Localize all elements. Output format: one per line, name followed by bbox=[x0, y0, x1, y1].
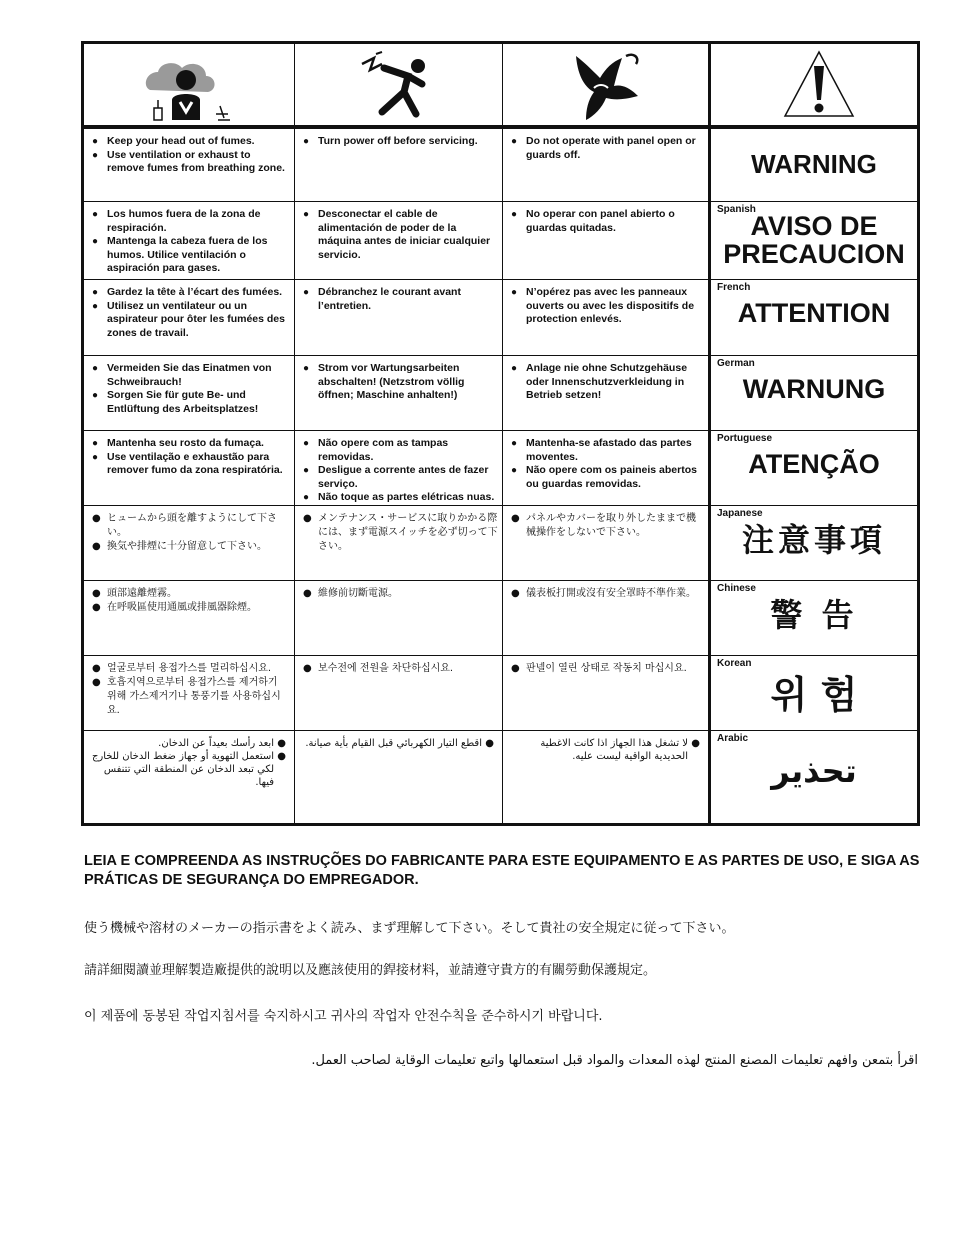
korean-note: 이 제품에 동봉된 작업지침서를 숙지하시고 귀사의 작업자 안전수칙을 준수하시기 바랍니다. bbox=[84, 1009, 603, 1024]
bullet-list bbox=[90, 286, 290, 340]
bullet-list bbox=[509, 135, 704, 162]
bullet-list bbox=[509, 737, 700, 763]
chinese-note: 請詳細閱讀並理解製造廠提供的說明以及應該使用的銲接材料，並請遵守貴方的有關勞動保護規定。 bbox=[84, 963, 657, 978]
japanese-note: 使う機械や溶材のメーカーの指示書をよく読み、まず理解して下さい。そして貴社の安全規定に従って下さい。 bbox=[84, 921, 735, 936]
fumes-instructions-cell bbox=[84, 431, 294, 505]
fumes-instructions-cell bbox=[84, 656, 294, 730]
power-instructions-cell bbox=[295, 280, 502, 355]
panel-instructions-cell bbox=[503, 581, 708, 655]
panel-instructions-cell bbox=[503, 356, 708, 430]
warning-word: ATENÇÃO bbox=[748, 449, 880, 479]
language-label: Korean bbox=[717, 658, 752, 669]
bullet-list bbox=[509, 662, 704, 676]
bullet-item: ● Keep your head out of fumes. bbox=[90, 135, 290, 149]
warning-table bbox=[81, 41, 920, 826]
language-label: Spanish bbox=[717, 204, 756, 215]
bullet-list bbox=[90, 737, 286, 789]
fumes-instructions-cell bbox=[84, 129, 294, 201]
power-instructions-cell bbox=[295, 431, 502, 505]
bullet-item: ● 頭部遠離煙霧。 bbox=[90, 587, 290, 601]
bullet-list bbox=[90, 437, 290, 478]
bullet-item: ● 얼굴로부터 용접가스를 멀리하십시요. bbox=[90, 662, 290, 676]
warning-word: WARNING bbox=[751, 149, 877, 179]
language-label: Japanese bbox=[717, 508, 763, 519]
bullet-list bbox=[509, 437, 704, 491]
bullet-list bbox=[301, 737, 494, 750]
warning-word-cell bbox=[711, 581, 917, 655]
bullet-item: ● 판넬이 열린 상태로 작동치 마십시요. bbox=[509, 662, 704, 676]
bullet-list bbox=[509, 208, 704, 235]
warning-word: WARNUNG bbox=[742, 374, 886, 404]
bullet-item: ● パネルやカバーを取り外したままで機械操作をしないで下さい。 bbox=[509, 512, 704, 540]
bullet-list bbox=[301, 135, 498, 149]
bullet-list bbox=[90, 135, 290, 176]
bullet-item: ● استعمل التهوية أو جهاز ضغط الدخان للخارج لكي تبعد الدخان عن المنطقة التي تتنفس فيها. bbox=[90, 750, 286, 789]
bullet-list bbox=[509, 286, 704, 327]
warning-word-cell bbox=[711, 656, 917, 730]
bullet-item: ● 호흡지역으로부터 용접가스를 제거하기 위해 가스제거기나 통풍기를 사용하십시요. bbox=[90, 676, 290, 718]
bullet-item: ● Anlage nie ohne Schutzgehäuse oder Innenschutzverkleidung in Betrieb setzen! bbox=[509, 362, 704, 403]
bullet-item: ● Strom vor Wartungsarbeiten abschalten! (Netzstrom völlig öffnen; Maschine anhalten!) bbox=[301, 362, 498, 403]
bullet-item: ● 在呼吸區使用通風或排風器除煙。 bbox=[90, 601, 290, 615]
bullet-list bbox=[90, 512, 290, 554]
bullet-item: ● Do not operate with panel open or guards off. bbox=[509, 135, 704, 162]
bullet-list bbox=[301, 286, 498, 313]
bullet-item: ● Turn power off before servicing. bbox=[301, 135, 498, 149]
power-instructions-cell bbox=[295, 731, 502, 826]
bullet-item: ● Não toque as partes elétricas nuas. bbox=[301, 491, 498, 505]
panel-instructions-cell bbox=[503, 129, 708, 201]
bullet-item: ● Use ventilação e exhaustão para remover fumo da zona respiratória. bbox=[90, 451, 290, 478]
bullet-item: ● Mantenha-se afastado das partes moventes. bbox=[509, 437, 704, 464]
warning-word-cell bbox=[711, 202, 917, 279]
language-label: Portuguese bbox=[717, 433, 773, 444]
bullet-item: ● 換気や排煙に十分留意して下さい。 bbox=[90, 540, 290, 554]
bullet-list bbox=[301, 662, 498, 676]
fumes-instructions-cell bbox=[84, 731, 294, 826]
warning-word-cell bbox=[711, 280, 917, 355]
bullet-item: ● لا تشغل هذا الجهاز اذا كانت الاغطية الحديدية الواقية ليست عليه. bbox=[509, 737, 700, 763]
warning-triangle-icon bbox=[783, 50, 855, 118]
fumes-instructions-cell bbox=[84, 280, 294, 355]
language-label: French bbox=[717, 282, 751, 293]
bullet-item: ● Mantenha seu rosto da fumaça. bbox=[90, 437, 290, 451]
bullet-list bbox=[301, 362, 498, 403]
warning-word: 위 험 bbox=[770, 673, 858, 717]
bullet-list bbox=[90, 662, 290, 718]
moving-parts-icon bbox=[564, 48, 654, 124]
bullet-item: ● Use ventilation or exhaust to remove fumes from breathing zone. bbox=[90, 149, 290, 176]
bullet-list bbox=[90, 362, 290, 416]
warning-word: ATTENTION bbox=[737, 298, 891, 328]
bullet-item: ● ヒュームから頭を離すようにして下さい。 bbox=[90, 512, 290, 540]
electric-shock-icon bbox=[356, 50, 446, 122]
bullet-item: ● Utilisez un ventilateur ou un aspirateur pour ôter les fumées des zones de travail. bbox=[90, 300, 290, 341]
bullet-list bbox=[301, 587, 498, 601]
panel-instructions-cell bbox=[503, 656, 708, 730]
warning-word-cell bbox=[711, 506, 917, 580]
power-instructions-cell bbox=[295, 506, 502, 580]
warning-word: AVISO DE PRECAUCION bbox=[723, 211, 905, 269]
bullet-list bbox=[90, 587, 290, 615]
language-label: German bbox=[717, 358, 755, 369]
warning-word: 注意事項 bbox=[741, 521, 886, 559]
language-label: Arabic bbox=[717, 733, 749, 744]
bullet-item: ● اقطع التيار الكهربائي قبل القيام بأية صيانة. bbox=[301, 737, 494, 750]
arabic-note: اقرأ بتمعن وافهم تعليمات المصنع المنتج لهذه المعدات والمواد قبل استعمالها واتبع تعليمات الوقاية لصاحب العمل. bbox=[311, 1053, 918, 1068]
panel-instructions-cell bbox=[503, 431, 708, 505]
bullet-list bbox=[509, 512, 704, 540]
fumes-instructions-cell bbox=[84, 581, 294, 655]
bullet-list bbox=[301, 512, 498, 554]
bullet-list bbox=[509, 362, 704, 403]
panel-instructions-cell bbox=[503, 506, 708, 580]
bullet-list bbox=[301, 437, 498, 505]
bullet-item: ● Gardez la tête à l’écart des fumées. bbox=[90, 286, 290, 300]
panel-instructions-cell bbox=[503, 731, 708, 826]
bullet-item: ● Los humos fuera de la zona de respiración. bbox=[90, 208, 290, 235]
language-label: Chinese bbox=[717, 583, 756, 594]
power-instructions-cell bbox=[295, 202, 502, 279]
warning-word-cell bbox=[711, 431, 917, 505]
power-instructions-cell bbox=[295, 129, 502, 201]
fumes-icon bbox=[136, 50, 246, 122]
panel-instructions-cell bbox=[503, 202, 708, 279]
bullet-item: ● No operar con panel abierto o guardas quitadas. bbox=[509, 208, 704, 235]
bullet-list bbox=[509, 587, 704, 601]
bullet-item: ● 儀表板打開或沒有安全罩時不準作業。 bbox=[509, 587, 704, 601]
bullet-list bbox=[90, 208, 290, 276]
bullet-item: ● Vermeiden Sie das Einatmen von Schweibrauch! bbox=[90, 362, 290, 389]
warning-word-cell bbox=[711, 129, 917, 201]
power-instructions-cell bbox=[295, 656, 502, 730]
bullet-item: ● Mantenga la cabeza fuera de los humos. Utilice ventilación o aspiración para gases. bbox=[90, 235, 290, 276]
portuguese-note: LEIA E COMPREENDA AS INSTRUÇÕES DO FABRICANTE PARA ESTE EQUIPAMENTO E AS PARTES DE USO, E SIGA AS PRÁTICAS DE SEGURANÇA DO EMPREGADOR. bbox=[84, 853, 920, 888]
panel-instructions-cell bbox=[503, 280, 708, 355]
bullet-item: ● Desconectar el cable de alimentación de poder de la máquina antes de iniciar cualquier servicio. bbox=[301, 208, 498, 262]
bullet-item: ● N’opérez pas avec les panneaux ouverts ou avec les dispositifs de protection enlevés. bbox=[509, 286, 704, 327]
warning-word-cell bbox=[711, 356, 917, 430]
bullet-item: ● メンテナンス・サービスに取りかかる際には、まず電源スイッチを必ず切って下さい。 bbox=[301, 512, 498, 554]
fumes-instructions-cell bbox=[84, 356, 294, 430]
warning-word: 警 告 bbox=[770, 596, 858, 634]
power-instructions-cell bbox=[295, 356, 502, 430]
bullet-item: ● 維修前切斷電源。 bbox=[301, 587, 498, 601]
bullet-item: ● Desligue a corrente antes de fazer serviço. bbox=[301, 464, 498, 491]
bullet-item: ● Não opere com as tampas removidas. bbox=[301, 437, 498, 464]
warning-word-cell bbox=[711, 731, 917, 826]
fumes-instructions-cell bbox=[84, 506, 294, 580]
bullet-list bbox=[301, 208, 498, 262]
bullet-item: ● 보수전에 전원을 차단하십시요. bbox=[301, 662, 498, 676]
fumes-instructions-cell bbox=[84, 202, 294, 279]
bullet-item: ● Débranchez le courant avant l’entretien. bbox=[301, 286, 498, 313]
warning-word: تحذير bbox=[771, 752, 857, 790]
bullet-item: ● ابعد رأسك بعيداً عن الدخان. bbox=[90, 737, 286, 750]
bullet-item: ● Não opere com os paineis abertos ou guardas removidas. bbox=[509, 464, 704, 491]
bullet-item: ● Sorgen Sie für gute Be- und Entlüftung des Arbeitsplatzes! bbox=[90, 389, 290, 416]
power-instructions-cell bbox=[295, 581, 502, 655]
